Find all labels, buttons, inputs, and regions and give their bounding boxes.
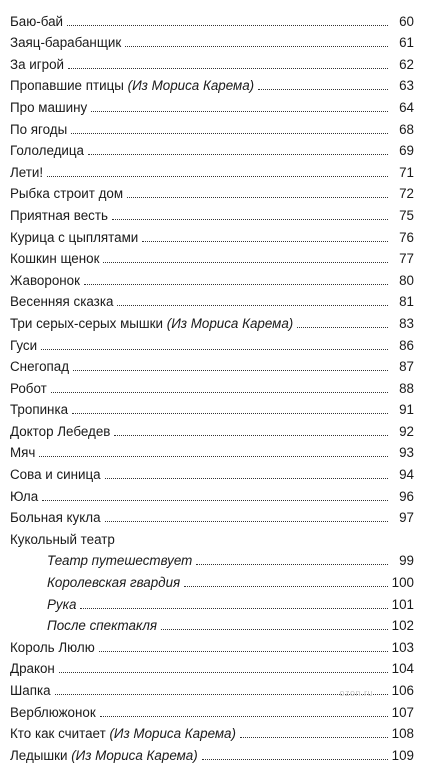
- dot-leader: [51, 392, 388, 393]
- dot-leader: [72, 413, 388, 414]
- dot-leader: [114, 435, 388, 436]
- dot-leader: [68, 68, 388, 69]
- dot-leader: [73, 370, 388, 371]
- page-number: 81: [399, 294, 414, 310]
- entry-title: [10, 683, 53, 698]
- entry-title: [10, 381, 49, 396]
- entry-title-text: Кто как считает: [10, 726, 106, 742]
- dot-leader: [258, 89, 388, 90]
- entry-title-text: Дракон: [10, 661, 55, 677]
- entry-title: [10, 338, 39, 353]
- toc-entry: [10, 698, 414, 720]
- page-number: 91: [399, 402, 414, 418]
- entry-title: [10, 294, 115, 309]
- entry-title: [10, 122, 69, 137]
- entry-title: [10, 532, 117, 547]
- dot-leader: [142, 241, 388, 242]
- page-number: 102: [391, 618, 414, 634]
- watermark: ozon.ru: [339, 688, 373, 698]
- dot-leader: [196, 564, 388, 565]
- toc-entry: [10, 223, 414, 245]
- page-number: 71: [399, 164, 414, 180]
- dot-leader: [99, 651, 388, 652]
- entry-title-text: Жаворонок: [10, 272, 80, 288]
- dot-leader: [42, 500, 388, 501]
- entry-title: [10, 424, 112, 439]
- entry-title-text: Юла: [10, 488, 39, 504]
- entry-title: [10, 726, 238, 741]
- dot-leader: [125, 46, 388, 47]
- entry-title-text: Ледышки: [10, 747, 68, 763]
- entry-title: [47, 575, 182, 590]
- toc-subentry: [10, 612, 414, 634]
- dot-leader: [91, 111, 388, 112]
- entry-title-text: Весенняя сказка: [10, 294, 114, 310]
- toc-subentry: [10, 590, 414, 612]
- toc-entry: [10, 309, 414, 331]
- toc-entry: [10, 439, 414, 461]
- toc-entry: [10, 482, 414, 504]
- entry-title-text: Баю-бай: [10, 13, 64, 29]
- entry-title-text: Курица с цыплятами: [10, 229, 139, 245]
- toc-entry: [10, 633, 414, 655]
- entry-title: [10, 273, 82, 288]
- page-number: 80: [399, 272, 414, 288]
- dot-leader: [117, 305, 388, 306]
- entry-title: [10, 14, 65, 29]
- entry-title: [10, 186, 125, 201]
- dot-leader: [71, 133, 388, 134]
- entry-title-text: Пропавшие птицы: [10, 78, 124, 94]
- page-number: 83: [399, 315, 414, 331]
- page-number: 101: [391, 596, 414, 612]
- entry-title-text: Кошкин щенок: [10, 251, 100, 267]
- page-number: 61: [399, 35, 414, 51]
- page-number: 68: [399, 121, 414, 137]
- page-number: 92: [399, 423, 414, 439]
- entry-title-text: Верблюжонок: [10, 704, 96, 720]
- page-number: 107: [391, 704, 414, 720]
- entry-title: [10, 402, 70, 417]
- dot-leader: [84, 284, 388, 285]
- toc-entry: [10, 720, 414, 742]
- dot-leader: [240, 737, 388, 738]
- toc-entry: [10, 266, 414, 288]
- entry-title-text: Театр путешествует: [47, 553, 193, 569]
- page-number: 87: [399, 359, 414, 375]
- entry-title: [10, 35, 123, 50]
- dot-leader: [100, 716, 388, 717]
- dot-leader: [184, 586, 387, 587]
- dot-leader: [67, 25, 388, 26]
- entry-title: [10, 78, 256, 93]
- entry-title-text: Мяч: [10, 445, 36, 461]
- page-number: 93: [399, 445, 414, 461]
- entry-title-text: Больная кукла: [10, 510, 101, 526]
- toc-entry: [10, 137, 414, 159]
- dot-leader: [55, 694, 388, 695]
- toc-entry: [10, 655, 414, 677]
- toc-entry: [10, 29, 414, 51]
- entry-note: (Из Мориса Карема): [166, 315, 294, 331]
- toc-entry: [10, 417, 414, 439]
- entry-title: [10, 316, 295, 331]
- entry-title: [10, 661, 57, 676]
- entry-title-text: Королевская гвардия: [47, 575, 181, 591]
- toc-entry: [10, 180, 414, 202]
- page-number: 64: [399, 99, 414, 115]
- toc-entry: [10, 331, 414, 353]
- page-number: 60: [399, 13, 414, 29]
- page-number: 104: [391, 661, 414, 677]
- entry-note: (Из Мориса Карема): [71, 747, 198, 763]
- toc-subentry: [10, 547, 414, 569]
- toc-entry: [10, 460, 414, 482]
- dot-leader: [202, 759, 388, 760]
- entry-title: [10, 57, 66, 72]
- entry-title-text: Рыбка строит дом: [10, 186, 124, 202]
- dot-leader: [127, 197, 388, 198]
- toc-entry: [10, 525, 414, 547]
- entry-title-text: Доктор Лебедев: [10, 423, 111, 439]
- toc-entry: [10, 158, 414, 180]
- entry-title-text: Заяц-барабанщик: [10, 35, 122, 51]
- entry-title: [10, 640, 97, 655]
- entry-title-text: Рука: [47, 596, 77, 612]
- page-number: 77: [399, 251, 414, 267]
- toc-entry: [10, 353, 414, 375]
- entry-title-text: Робот: [10, 380, 47, 396]
- entry-title-text: По ягоды: [10, 121, 68, 137]
- dot-leader: [161, 629, 388, 630]
- dot-leader: [47, 176, 388, 177]
- page-number: 96: [399, 488, 414, 504]
- page-number: 76: [399, 229, 414, 245]
- page-number: 63: [399, 78, 414, 94]
- toc-entry: [10, 115, 414, 137]
- entry-title-text: Сова и синица: [10, 467, 101, 483]
- entry-title-text: После спектакля: [47, 618, 158, 634]
- entry-title: [10, 165, 45, 180]
- table-of-contents: [10, 7, 414, 763]
- entry-title: [10, 445, 37, 460]
- entry-title-text: Гуси: [10, 337, 38, 353]
- dot-leader: [105, 478, 388, 479]
- entry-title: [10, 489, 40, 504]
- page-number: 109: [391, 747, 414, 763]
- page-number: 99: [399, 553, 414, 569]
- toc-entry: [10, 201, 414, 223]
- toc-entry: [10, 374, 414, 396]
- entry-title-text: Кукольный театр: [10, 531, 115, 547]
- entry-title: [10, 143, 86, 158]
- page-number: 88: [399, 380, 414, 396]
- entry-title: [10, 359, 71, 374]
- dot-leader: [297, 327, 388, 328]
- entry-title-text: Снегопад: [10, 359, 70, 375]
- entry-title: [10, 230, 140, 245]
- page-number: 103: [391, 639, 414, 655]
- page-number: 94: [399, 467, 414, 483]
- entry-title-text: Приятная весть: [10, 207, 108, 223]
- entry-title: [10, 467, 103, 482]
- page-number: 100: [391, 575, 414, 591]
- entry-title-text: Король Люлю: [10, 639, 95, 655]
- entry-title-text: Три серых-серых мышки: [10, 315, 163, 331]
- page-number: 75: [399, 207, 414, 223]
- toc-entry: [10, 245, 414, 267]
- entry-title: [10, 705, 98, 720]
- entry-title-text: Лети!: [10, 164, 44, 180]
- entry-title-text: Шапка: [10, 683, 51, 698]
- entry-title: [47, 597, 78, 612]
- entry-title: [10, 251, 101, 266]
- toc-entry: [10, 288, 414, 310]
- page-number: 108: [391, 726, 414, 742]
- toc-entry: [10, 7, 414, 29]
- entry-title: [10, 100, 89, 115]
- entry-title-text: За игрой: [10, 56, 64, 72]
- entry-title: [10, 748, 200, 763]
- dot-leader: [80, 608, 387, 609]
- page-number: 97: [399, 510, 414, 526]
- entry-title: [47, 553, 194, 568]
- entry-note: (Из Мориса Карема): [127, 78, 255, 94]
- toc-entry: [10, 741, 414, 763]
- entry-title: [10, 510, 103, 525]
- dot-leader: [103, 262, 388, 263]
- dot-leader: [41, 349, 388, 350]
- page-number: 106: [391, 683, 414, 698]
- toc-entry: [10, 504, 414, 526]
- entry-title-text: Про машину: [10, 99, 88, 115]
- page-number: 72: [399, 186, 414, 202]
- toc-entry: [10, 396, 414, 418]
- dot-leader: [112, 219, 388, 220]
- toc-entry: [10, 72, 414, 94]
- page-number: 69: [399, 143, 414, 159]
- toc-entry: [10, 93, 414, 115]
- toc-entry: [10, 50, 414, 72]
- entry-title-text: Гололедица: [10, 143, 85, 159]
- dot-leader: [88, 154, 388, 155]
- dot-leader: [59, 672, 388, 673]
- entry-title: [47, 618, 159, 633]
- entry-note: (Из Мориса Карема): [109, 726, 236, 742]
- dot-leader: [105, 521, 388, 522]
- page-number: 86: [399, 337, 414, 353]
- entry-title: [10, 208, 110, 223]
- toc-subentry: [10, 568, 414, 590]
- page-number: 62: [399, 56, 414, 72]
- entry-title-text: Тропинка: [10, 402, 69, 418]
- dot-leader: [39, 456, 388, 457]
